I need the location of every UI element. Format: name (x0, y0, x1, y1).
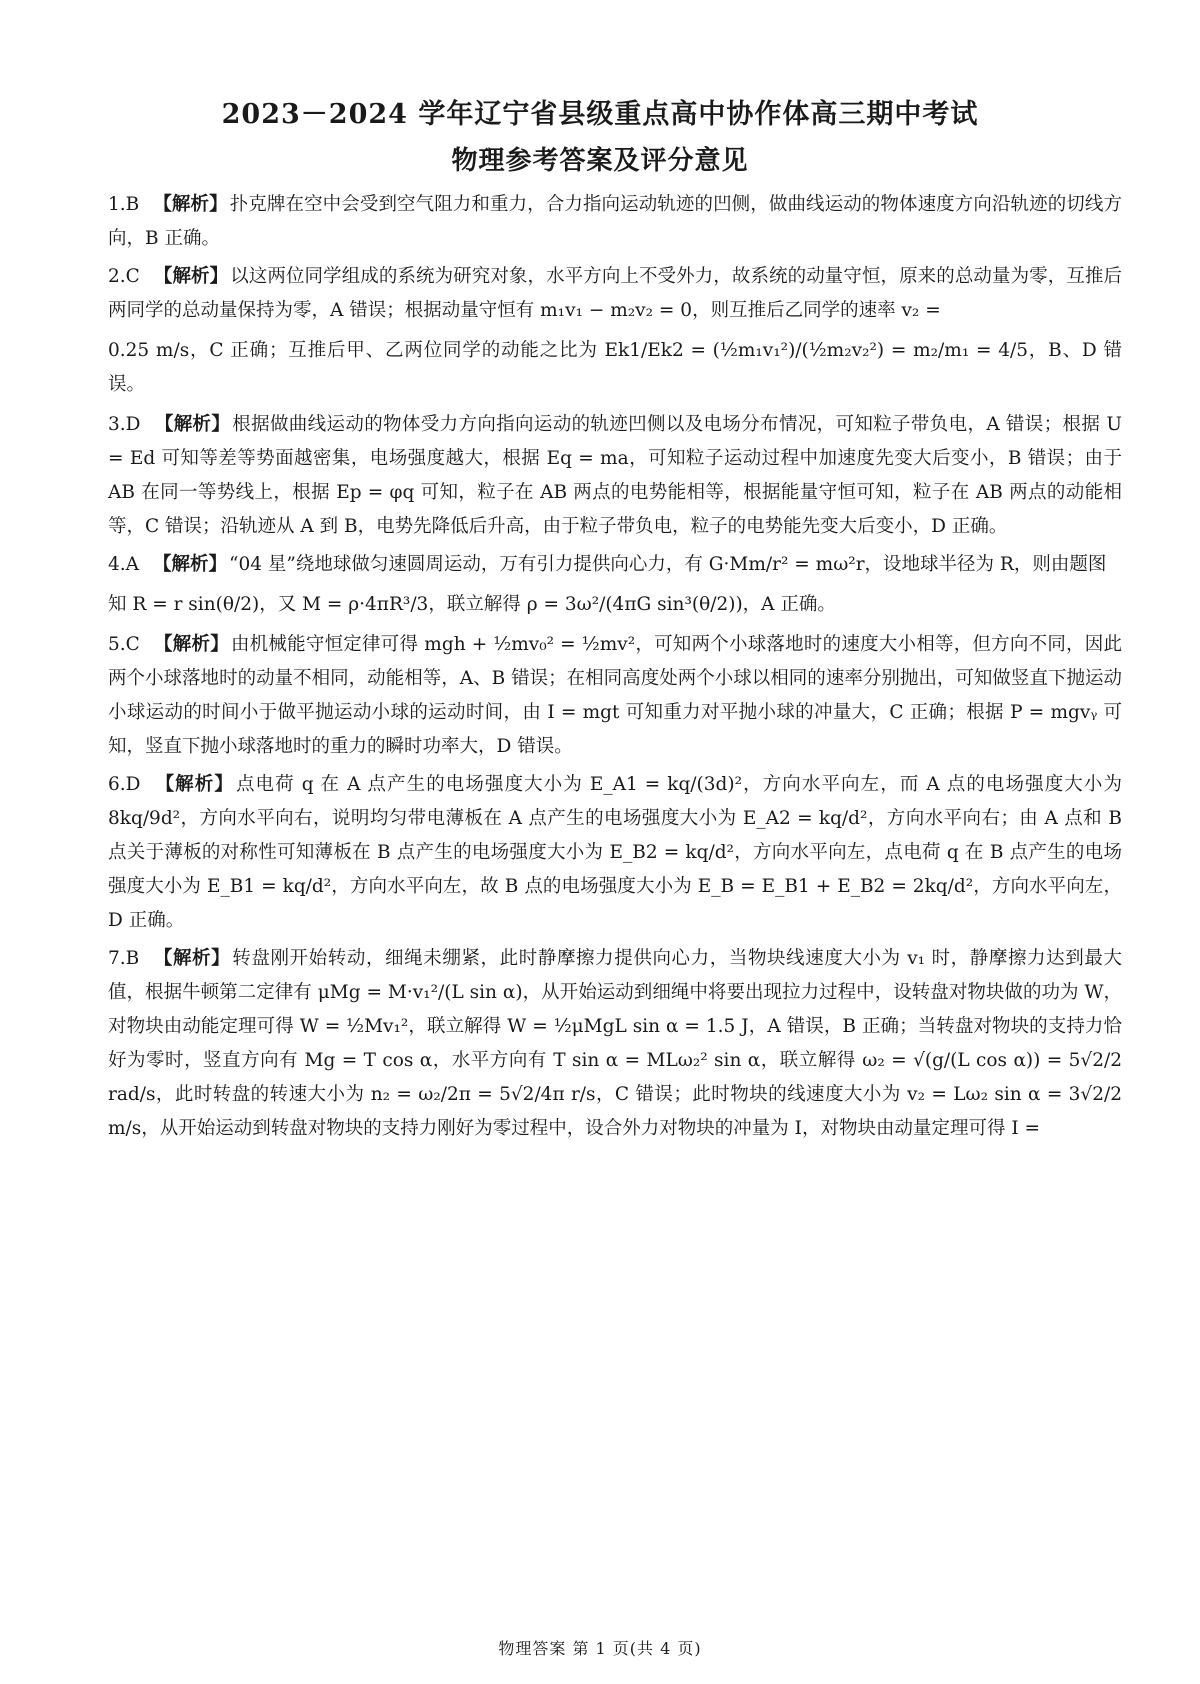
answer-number: 1.B (108, 194, 140, 215)
analysis-tag: 【解析】 (153, 554, 228, 575)
answer-item-5 (108, 628, 1122, 764)
answer-number: 4.A (108, 554, 140, 575)
analysis-tag: 【解析】 (154, 414, 231, 435)
answer-text: “04 星”绕地球做匀速圆周运动，万有引力提供向心力，有 G·Mm/r² = mω²r，设地球半径为 R，则由题图 (229, 554, 1107, 575)
answer-number: 3.D (108, 414, 141, 435)
analysis-tag: 【解析】 (153, 266, 229, 287)
answer-subtitle: 物理参考答案及评分意见 (451, 146, 749, 176)
answer-text-continued: 0.25 m/s，C 正确；互推后甲、乙两位同学的动能之比为 Ek1/Ek2 = (½m₁v₁²)/(½m₂v₂²) = m₂/m₁ = 4/5，B、D 错误。 (108, 340, 1122, 395)
answer-number: 6.D (108, 774, 141, 795)
page-footer: 物理答案 第 1 页(共 4 页) (498, 1639, 702, 1658)
answer-text-continued: 知 R = r sin(θ/2)，又 M = ρ·4πR³/3，联立解得 ρ = 3ω²/(4πG sin³(θ/2))，A 正确。 (108, 594, 836, 615)
answer-item-3 (108, 408, 1122, 544)
answer-number: 5.C (108, 634, 140, 655)
answer-item-7 (108, 942, 1122, 1146)
exam-title: 2023－2024 学年辽宁省县级重点高中协作体高三期中考试 (221, 99, 979, 130)
answer-number: 7.B (108, 948, 140, 969)
answer-body (108, 188, 1122, 1150)
answer-text: 点电荷 q 在 A 点产生的电场强度大小为 E_A1 = kq/(3d)²，方向水平向左，而 A 点的电场强度大小为 8kq/9d²，方向水平向右，说明均匀带电薄板在 A 点产生的电场强度大小为 E_A2 = kq/d²，方向水平向右；由 A 点和 B 点关于薄板的对称性可知薄板在 B 点产生的电场强度大小为 E_B2 = kq/d²，方向水平向左，点电荷 q 在 B 点产生的电场强度大小为 E_B1 = kq/d²，方向水平向左，故 B 点的电场强度大小为 E_B = E_B1 + E_B2 = 2kq/d²，方向水平向左，D 正确。 (108, 774, 1122, 931)
analysis-tag: 【解析】 (153, 948, 231, 969)
answer-item-1 (108, 188, 1122, 256)
answer-number: 2.C (108, 266, 140, 287)
answer-item-6 (108, 768, 1122, 938)
answer-text: 转盘刚开始转动，细绳未绷紧，此时静摩擦力提供向心力，当物块线速度大小为 v₁ 时，静摩擦力达到最大值，根据牛顿第二定律有 μMg = M·v₁²/(L sin α)，从开始运动到细绳中将要出现拉力过程中，设转盘对物块做的功为 W，对物块由动能定理可得 W = ½Mv₁²，联立解得 W = ½μMgL sin α = 1.5 J，A 错误，B 正确；当转盘对物块的支持力恰好为零时，竖直方向有 Mg = T cos α，水平方向有 T sin α = MLω₂² sin α，联立解得 ω₂ = √(g/(L cos α)) = 5√2/2 rad/s，此时转盘的转速大小为 n₂ = ω₂/2π = 5√2/4π r/s，C 错误；此时物块的线速度大小为 v₂ = Lω₂ sin α = 3√2/2 m/s，从开始运动到转盘对物块的支持力刚好为零过程中，设合外力对物块的冲量为 I，对物块由动量定理可得 I = (108, 948, 1122, 1139)
answer-text: 根据做曲线运动的物体受力方向指向运动的轨迹凹侧以及电场分布情况，可知粒子带负电，A 错误；根据 U = Ed 可知等差等势面越密集，电场强度越大，根据 Eq = ma，可知粒子运动过程中加速度先变大后变小，B 错误；由于 AB 在同一等势线上，根据 Ep = φq 可知，粒子在 AB 两点的电势能相等，根据能量守恒可知，粒子在 AB 两点的动能相等，C 错误；沿轨迹从 A 到 B，电势先降低后升高，由于粒子带负电，粒子的电势能先变大后变小，D 正确。 (108, 414, 1122, 537)
answer-text: 扑克牌在空中会受到空气阻力和重力，合力指向运动轨迹的凹侧，做曲线运动的物体速度方向沿轨迹的切线方向，B 正确。 (108, 194, 1122, 249)
answer-text: 以这两位同学组成的系统为研究对象，水平方向上不受外力，故系统的动量守恒，原来的总动量为零，互推后两同学的总动量保持为零，A 错误；根据动量守恒有 m₁v₁ − m₂v₂ = 0，则互推后乙同学的速率 v₂ = (108, 266, 1122, 321)
answer-item-4 (108, 548, 1122, 622)
answer-text: 由机械能守恒定律可得 mgh + ½mv₀² = ½mv²，可知两个小球落地时的速度大小相等，但方向不同，因此两个小球落地时的动量不相同，动能相等，A、B 错误；在相同高度处两个小球以相同的速率分别抛出，可知做竖直下抛运动小球运动的时间小于做平抛运动小球的运动时间，由 I = mgt 可知重力对平抛小球的冲量大，C 正确；根据 P = mgvᵧ 可知，竖直下抛小球落地时的重力的瞬时功率大，D 错误。 (108, 634, 1122, 757)
analysis-tag: 【解析】 (153, 194, 228, 215)
analysis-tag: 【解析】 (154, 774, 234, 795)
answer-item-2 (108, 260, 1122, 402)
analysis-tag: 【解析】 (153, 634, 229, 655)
